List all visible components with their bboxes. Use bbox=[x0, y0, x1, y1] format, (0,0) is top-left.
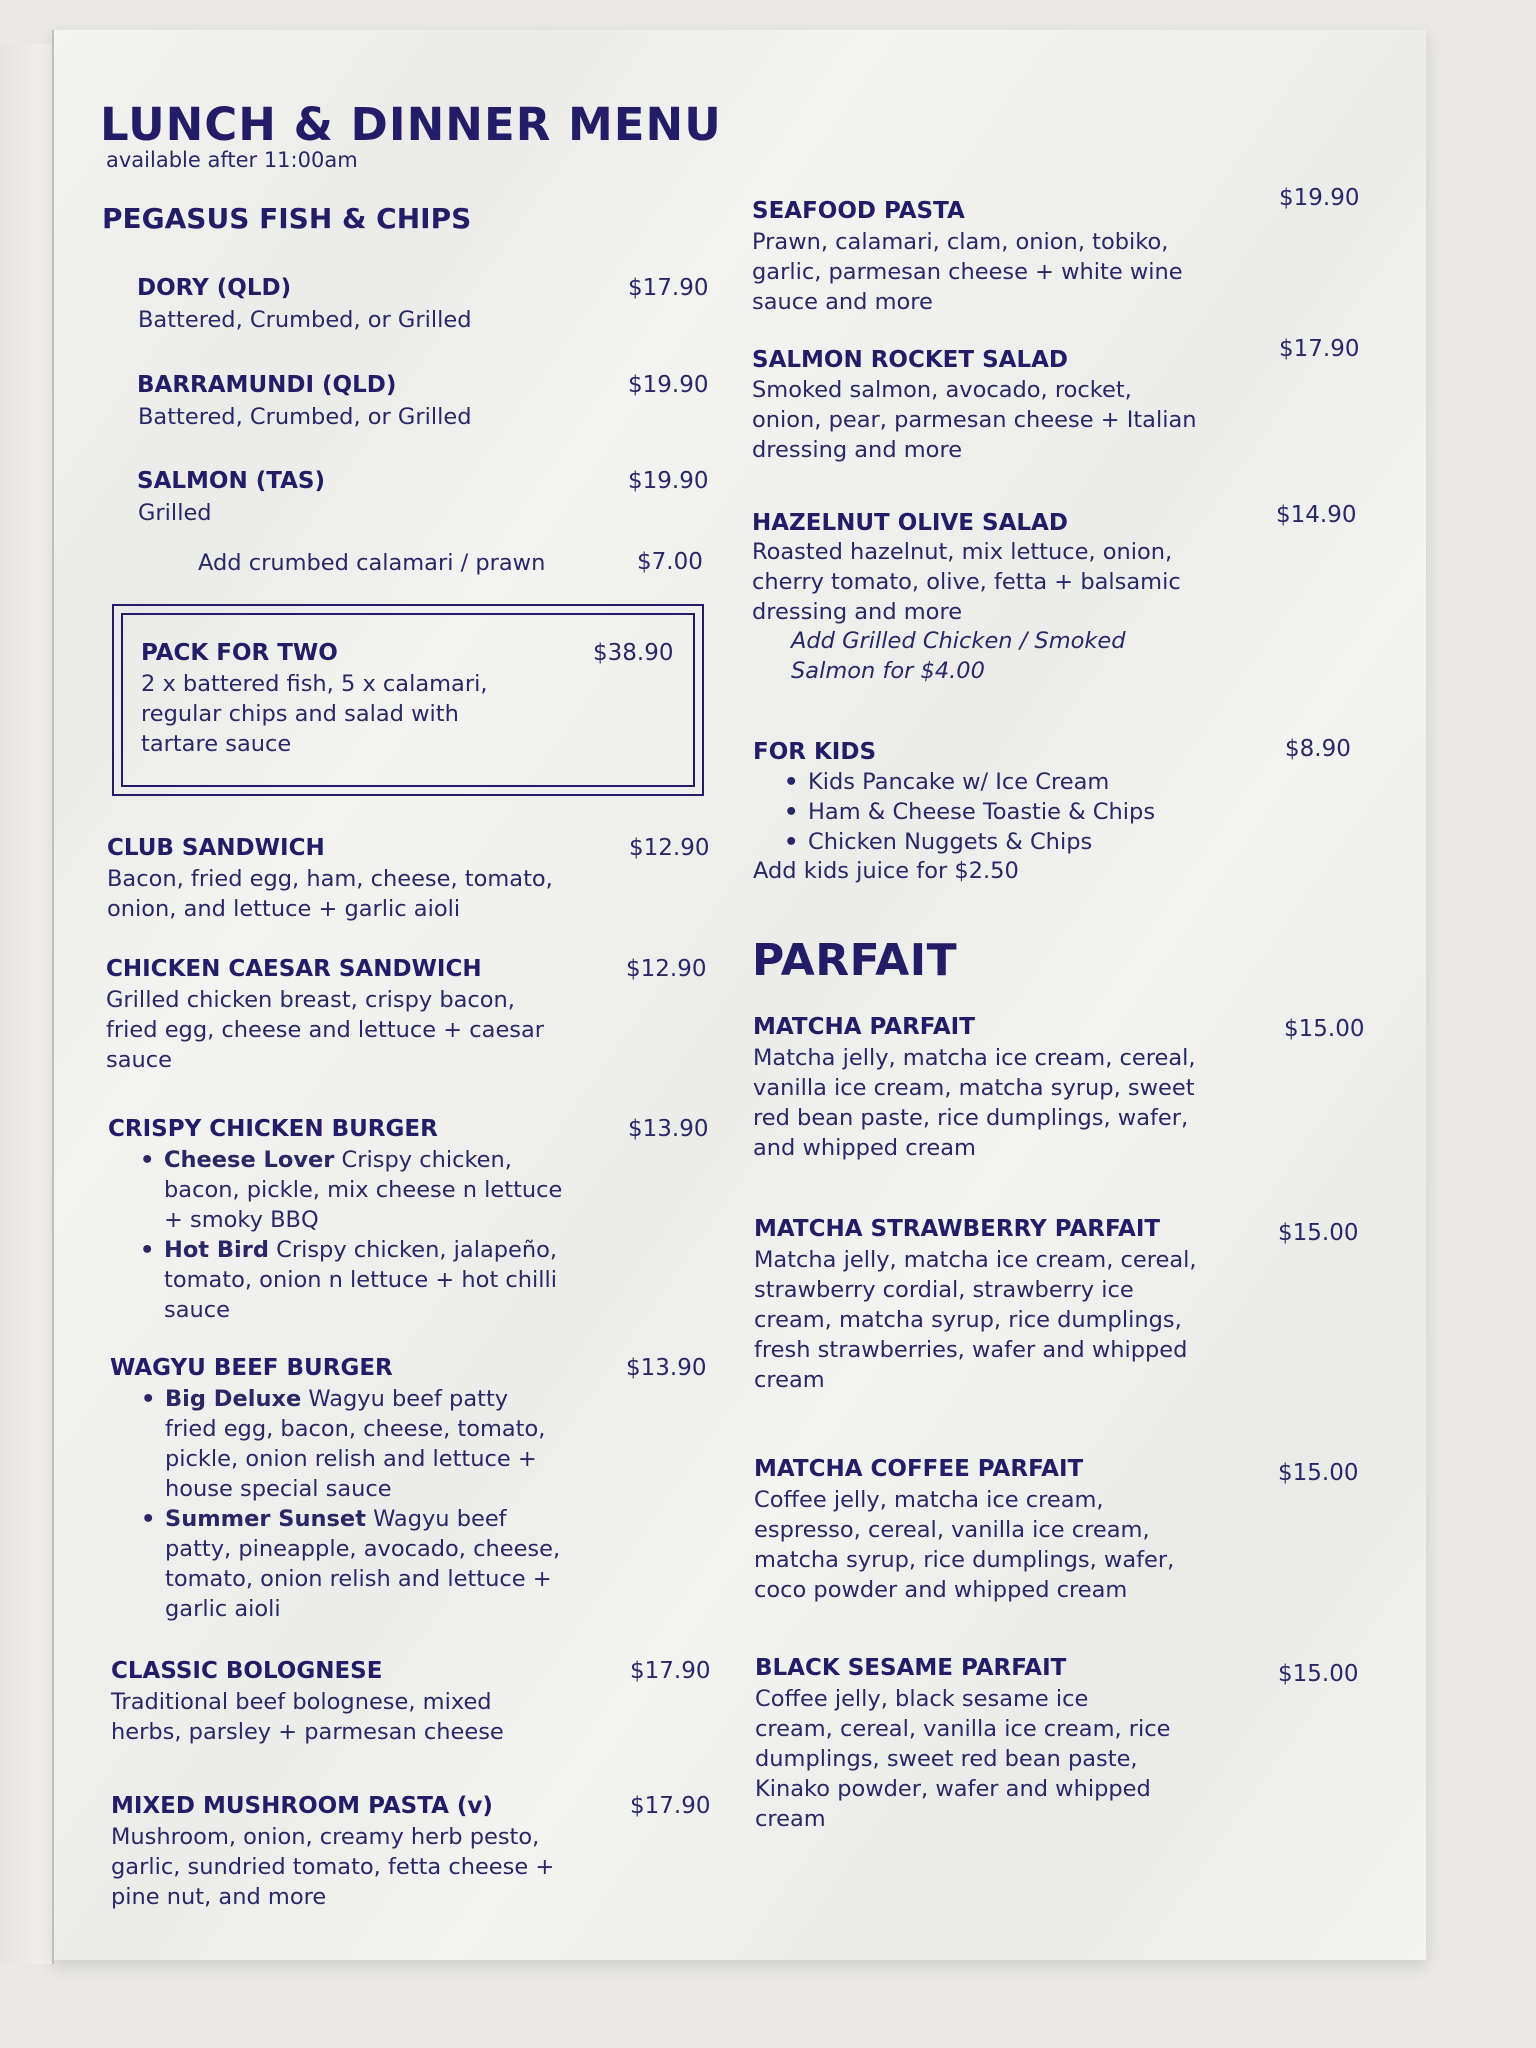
pack-for-two-price: $38.90 bbox=[593, 640, 674, 666]
kids-items-list bbox=[784, 767, 1155, 857]
pack-for-two-name: PACK FOR TWO bbox=[141, 640, 338, 666]
item-name: WAGYU BEEF BURGER bbox=[110, 1355, 393, 1381]
kids-item: • Ham & Cheese Toastie & Chips bbox=[784, 797, 1155, 827]
item-description: Grilled bbox=[138, 500, 212, 526]
item-name: SALMON ROCKET SALAD bbox=[752, 347, 1069, 373]
fish-section-title: PEGASUS FISH & CHIPS bbox=[102, 202, 472, 235]
menu-subtitle: available after 11:00am bbox=[106, 148, 358, 172]
item-name: CRISPY CHICKEN BURGER bbox=[108, 1116, 438, 1142]
item-description: Roasted hazelnut, mix lettuce, onion, cherry tomato, olive, fetta + balsamic dressing and more bbox=[752, 539, 1181, 625]
burger-option: • Cheese Lover Crispy chicken, bbox=[140, 1145, 562, 1175]
parfait-section-title: PARFAIT bbox=[752, 935, 958, 986]
item-name: HAZELNUT OLIVE SALAD bbox=[752, 510, 1068, 536]
item-price: $19.90 bbox=[628, 372, 709, 398]
item-price: $15.00 bbox=[1278, 1460, 1359, 1486]
item-description: Matcha jelly, matcha ice cream, cereal, strawberry cordial, strawberry ice cream, matcha syrup, rice dumplings, fresh strawberries, wafer and whipped cream bbox=[754, 1247, 1197, 1393]
item-price: $8.90 bbox=[1285, 736, 1351, 762]
item-description: Bacon, fried egg, ham, cheese, tomato, onion, and lettuce + garlic aioli bbox=[107, 866, 553, 922]
kids-item: • Kids Pancake w/ Ice Cream bbox=[784, 767, 1155, 797]
burger-options-list: • Cheese Lover Crispy chicken, bacon, pickle, mix cheese n lettuce + smoky BBQ • Hot Bird Crispy chicken, jalapeño, tomato, onion n lettuce + hot chilli sauce bbox=[140, 1145, 562, 1325]
item-name: CHICKEN CAESAR SANDWICH bbox=[106, 956, 482, 982]
item-name: MATCHA STRAWBERRY PARFAIT bbox=[754, 1216, 1161, 1242]
item-name: CLUB SANDWICH bbox=[107, 835, 325, 861]
item-name: DORY (QLD) bbox=[137, 275, 292, 301]
item-price: $13.90 bbox=[626, 1355, 707, 1381]
item-description: Smoked salmon, avocado, rocket, onion, pear, parmesan cheese + Italian dressing and more bbox=[752, 377, 1197, 463]
item-description: Coffee jelly, black sesame ice cream, cereal, vanilla ice cream, rice dumplings, sweet red bean paste, Kinako powder, wafer and whipped cream bbox=[755, 1686, 1171, 1832]
pack-for-two-description: 2 x battered fish, 5 x calamari, regular chips and salad with tartare sauce bbox=[141, 671, 488, 757]
item-description: Matcha jelly, matcha ice cream, cereal, vanilla ice cream, matcha syrup, sweet red bean paste, rice dumplings, wafer, and whipped cream bbox=[753, 1045, 1196, 1161]
item-name: MATCHA COFFEE PARFAIT bbox=[754, 1456, 1084, 1482]
item-price: $19.90 bbox=[1279, 185, 1360, 211]
item-price: $12.90 bbox=[629, 835, 710, 861]
item-name: MATCHA PARFAIT bbox=[753, 1014, 975, 1040]
item-description: Battered, Crumbed, or Grilled bbox=[138, 307, 472, 333]
item-price: $12.90 bbox=[626, 956, 707, 982]
item-description: Coffee jelly, matcha ice cream, espresso, cereal, vanilla ice cream, matcha syrup, rice dumplings, wafer, coco powder and whipped cream bbox=[754, 1487, 1175, 1603]
item-price: $19.90 bbox=[628, 468, 709, 494]
item-price: $14.90 bbox=[1276, 502, 1357, 528]
item-name: FOR KIDS bbox=[753, 739, 877, 765]
item-description: Traditional beef bolognese, mixed herbs, parsley + parmesan cheese bbox=[111, 1689, 504, 1745]
burger-option: • Summer Sunset Wagyu beef bbox=[141, 1504, 560, 1534]
burger-options-list: • Big Deluxe Wagyu beef patty fried egg, bacon, cheese, tomato, pickle, onion relish and lettuce + house special sauce • Summer Sunset Wagyu beef patty, pineapple, avocado, cheese, tomato, onion relish and lettuce + garlic aioli bbox=[141, 1384, 560, 1624]
item-name: BARRAMUNDI (QLD) bbox=[137, 372, 397, 398]
item-price: $15.00 bbox=[1278, 1220, 1359, 1246]
item-price: $17.90 bbox=[1279, 336, 1360, 362]
kids-addon: Add kids juice for $2.50 bbox=[753, 858, 1019, 884]
item-name: BLACK SESAME PARFAIT bbox=[755, 1655, 1067, 1681]
item-price: $13.90 bbox=[628, 1116, 709, 1142]
menu-title: LUNCH & DINNER MENU bbox=[100, 98, 722, 151]
burger-option: • Big Deluxe Wagyu beef patty bbox=[141, 1384, 560, 1414]
item-description: Prawn, calamari, clam, onion, tobiko, garlic, parmesan cheese + white wine sauce and more bbox=[752, 229, 1183, 315]
item-price: $17.90 bbox=[630, 1793, 711, 1819]
addon-price: $7.00 bbox=[637, 549, 703, 575]
kids-item: • Chicken Nuggets & Chips bbox=[784, 827, 1155, 857]
item-name: SEAFOOD PASTA bbox=[752, 198, 965, 224]
item-description: Grilled chicken breast, crispy bacon, fried egg, cheese and lettuce + caesar sauce bbox=[106, 987, 545, 1073]
item-description: Battered, Crumbed, or Grilled bbox=[138, 404, 472, 430]
item-name: CLASSIC BOLOGNESE bbox=[111, 1658, 383, 1684]
item-name: SALMON (TAS) bbox=[137, 468, 326, 494]
addon-text: Add crumbed calamari / prawn bbox=[198, 550, 546, 576]
item-price: $15.00 bbox=[1284, 1016, 1365, 1042]
burger-option: • Hot Bird Crispy chicken, jalapeño, bbox=[140, 1235, 562, 1265]
item-price: $17.90 bbox=[628, 275, 709, 301]
item-price: $15.00 bbox=[1278, 1661, 1359, 1687]
item-description: Mushroom, onion, creamy herb pesto, garlic, sundried tomato, fetta cheese + pine nut, and more bbox=[111, 1824, 555, 1910]
item-name: MIXED MUSHROOM PASTA (v) bbox=[111, 1793, 493, 1819]
previous-page-edge bbox=[0, 44, 54, 1964]
item-price: $17.90 bbox=[630, 1658, 711, 1684]
salad-addon: Add Grilled Chicken / Smoked Salmon for $4.00 bbox=[791, 628, 1126, 684]
